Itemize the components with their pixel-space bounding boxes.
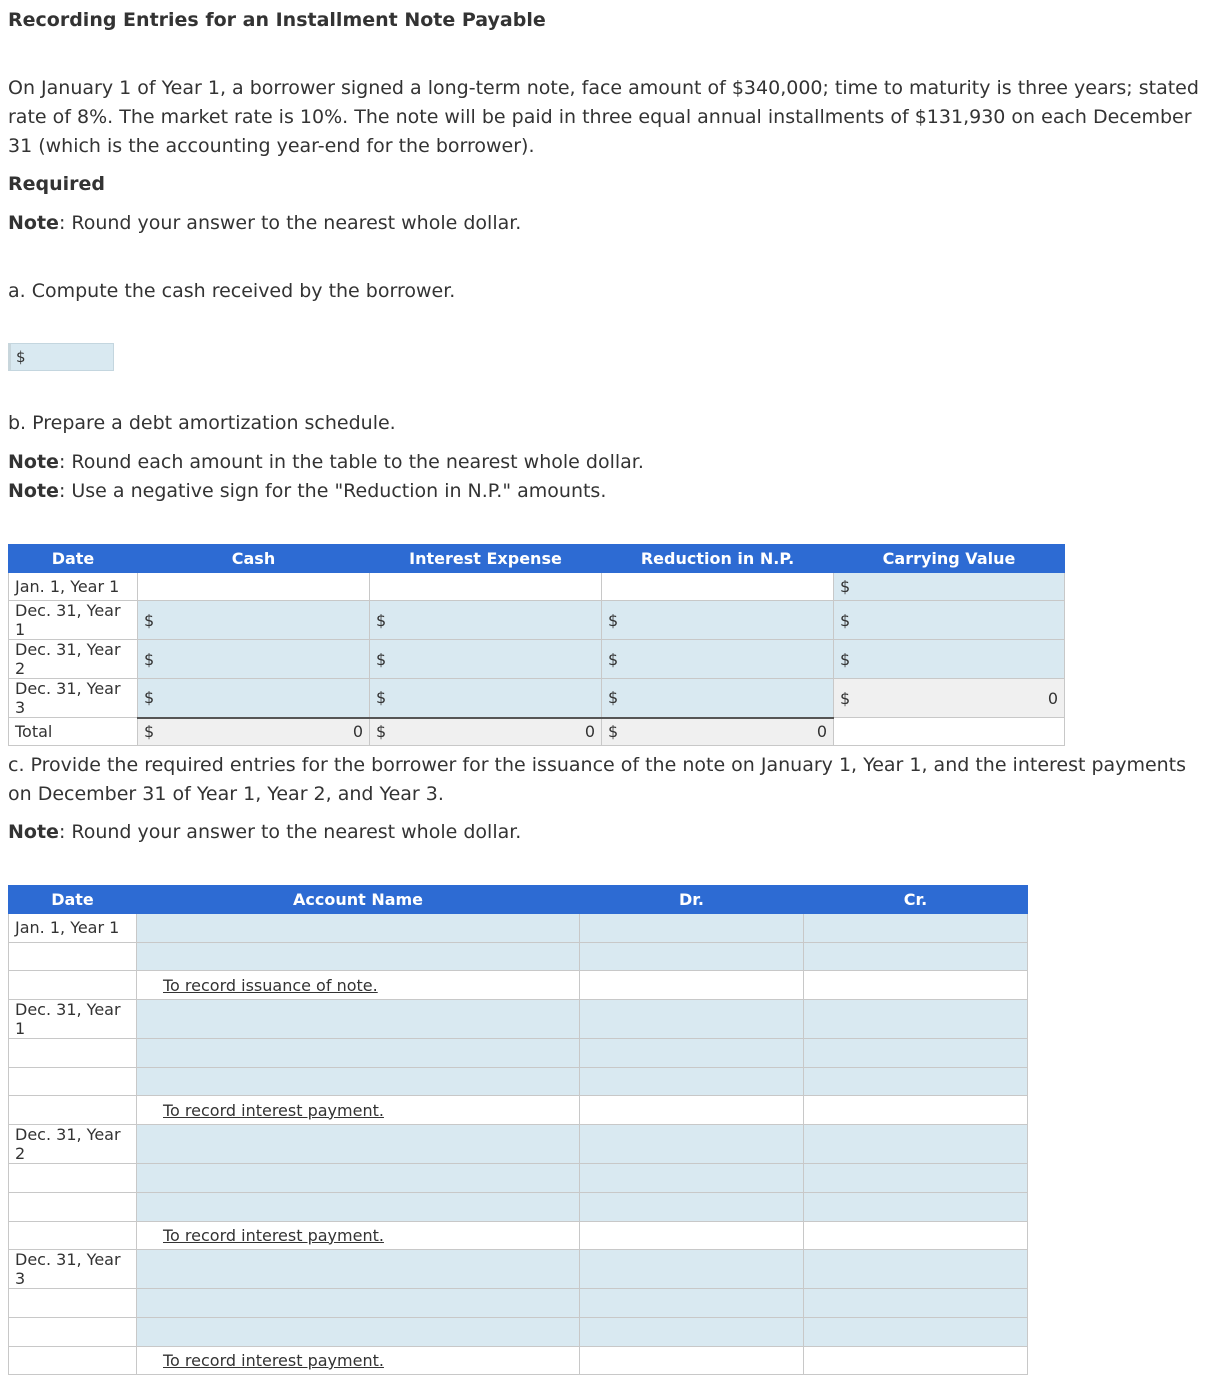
credit-input[interactable] (804, 942, 1028, 971)
debit-input[interactable] (580, 942, 804, 971)
interest-input[interactable]: $ (370, 640, 602, 679)
credit-input[interactable] (804, 1039, 1028, 1068)
col-date: Date (9, 886, 137, 914)
entry-date-empty (9, 971, 137, 1000)
table-row (9, 1346, 1028, 1375)
reduction-input[interactable]: $ (602, 679, 834, 718)
table-row (9, 573, 1065, 601)
entry-memo: To record interest payment. (137, 1221, 580, 1250)
account-input[interactable] (137, 1250, 580, 1289)
col-carrying: Carrying Value (834, 545, 1065, 573)
credit-input[interactable] (804, 1164, 1028, 1193)
col-date: Date (9, 545, 138, 573)
entry-date-empty (9, 1096, 137, 1125)
debit-input[interactable] (580, 914, 804, 943)
carrying-input[interactable]: $ (834, 640, 1065, 679)
part-c-question: c. Provide the required entries for the borrower for the issuance of the note on January 1, Year 1, and the interest payments on December 31 of Year 1, Year 2, and Year 3. (8, 754, 1187, 805)
entry-memo: To record interest payment. (137, 1096, 580, 1125)
total-cash: $ 0 (138, 718, 370, 746)
credit-input[interactable] (804, 1125, 1028, 1164)
required-heading: Required (8, 173, 106, 195)
entry-date-empty (9, 1346, 137, 1375)
entry-date: Dec. 31, Year 2 (9, 1125, 137, 1164)
entry-date: Dec. 31, Year 3 (9, 1250, 137, 1289)
row-date: Dec. 31, Year 3 (9, 679, 138, 718)
interest-input[interactable]: $ (370, 679, 602, 718)
credit-input[interactable] (804, 914, 1028, 943)
entry-date: Dec. 31, Year 1 (9, 1000, 137, 1039)
entry-date-empty (9, 942, 137, 971)
cell-empty (580, 971, 804, 1000)
debit-input[interactable] (580, 1125, 804, 1164)
table-row (9, 601, 1065, 640)
note-b1: Note: Round each amount in the table to the nearest whole dollar. (8, 451, 644, 473)
col-interest: Interest Expense (370, 545, 602, 573)
amortization-table (8, 544, 1065, 746)
debit-input[interactable] (580, 1164, 804, 1193)
table-row (9, 1164, 1028, 1193)
account-input[interactable] (137, 1289, 580, 1318)
table-row (9, 1067, 1028, 1096)
table-row (9, 1289, 1028, 1318)
problem-intro: On January 1 of Year 1, a borrower signed a long-term note, face amount of $340,000; time to maturity is three years; stated rate of 8%. The market rate is 10%. The note will be paid in three equal annual installments of $131,930 on each December 31 (which is the accounting year-end for the borrower). (8, 77, 1199, 157)
entry-memo: To record issuance of note. (137, 971, 580, 1000)
part-b-question: b. Prepare a debt amortization schedule. (8, 412, 396, 434)
debit-input[interactable] (580, 1067, 804, 1096)
entry-date-empty (9, 1192, 137, 1221)
table-row (9, 914, 1028, 943)
credit-input[interactable] (804, 1000, 1028, 1039)
table-row (9, 942, 1028, 971)
col-reduction: Reduction in N.P. (602, 545, 834, 573)
table-row (9, 1250, 1028, 1289)
cell-empty (580, 1221, 804, 1250)
account-input[interactable] (137, 1317, 580, 1346)
cash-input[interactable]: $ (138, 679, 370, 718)
note-c: Note: Round your answer to the nearest whole dollar. (8, 821, 522, 843)
debit-input[interactable] (580, 1289, 804, 1318)
cell-empty (804, 971, 1028, 1000)
cash-input[interactable]: $ (138, 640, 370, 679)
interest-input[interactable]: $ (370, 601, 602, 640)
col-debit: Dr. (580, 886, 804, 914)
table-row (9, 1221, 1028, 1250)
page-title: Recording Entries for an Installment Note Payable (8, 9, 546, 31)
note-b2: Note: Use a negative sign for the "Reduction in N.P." amounts. (8, 480, 607, 502)
cell-empty (804, 1096, 1028, 1125)
cell-empty (138, 573, 370, 601)
col-cash: Cash (138, 545, 370, 573)
table-row (9, 640, 1065, 679)
account-input[interactable] (137, 1039, 580, 1068)
entry-date-empty (9, 1067, 137, 1096)
table-row (9, 1096, 1028, 1125)
total-interest: $ 0 (370, 718, 602, 746)
debit-input[interactable] (580, 1000, 804, 1039)
row-date: Dec. 31, Year 2 (9, 640, 138, 679)
col-credit: Cr. (804, 886, 1028, 914)
account-input[interactable] (137, 1192, 580, 1221)
debit-input[interactable] (580, 1192, 804, 1221)
credit-input[interactable] (804, 1317, 1028, 1346)
entry-date-empty (9, 1039, 137, 1068)
journal-table (8, 885, 1028, 1375)
entry-date-empty (9, 1164, 137, 1193)
cell-empty (370, 573, 602, 601)
table-row (9, 1125, 1028, 1164)
total-reduction: $ 0 (602, 718, 834, 746)
col-account: Account Name (137, 886, 580, 914)
cash-received-input[interactable]: $ (8, 343, 114, 371)
cash-input[interactable]: $ (138, 601, 370, 640)
account-input[interactable] (137, 1067, 580, 1096)
reduction-input[interactable]: $ (602, 601, 834, 640)
final-carrying-value: $ 0 (834, 679, 1065, 718)
carrying-input[interactable]: $ (834, 573, 1065, 601)
table-row (9, 1192, 1028, 1221)
table-row (9, 1317, 1028, 1346)
entry-memo: To record interest payment. (137, 1346, 580, 1375)
credit-input[interactable] (804, 1289, 1028, 1318)
debit-input[interactable] (580, 1317, 804, 1346)
cell-empty (834, 718, 1065, 746)
account-input[interactable] (137, 1000, 580, 1039)
entry-date-empty (9, 1289, 137, 1318)
table-row (9, 679, 1065, 718)
credit-input[interactable] (804, 1067, 1028, 1096)
entry-date-empty (9, 1221, 137, 1250)
account-input[interactable] (137, 942, 580, 971)
cell-empty (580, 1346, 804, 1375)
table-row (9, 971, 1028, 1000)
note-a: Note: Round your answer to the nearest whole dollar. (8, 212, 522, 234)
row-date: Dec. 31, Year 1 (9, 601, 138, 640)
part-a-question: a. Compute the cash received by the borrower. (8, 280, 456, 302)
credit-input[interactable] (804, 1250, 1028, 1289)
entry-date: Jan. 1, Year 1 (9, 914, 137, 943)
account-input[interactable] (137, 1125, 580, 1164)
debit-input[interactable] (580, 1039, 804, 1068)
cell-empty (580, 1096, 804, 1125)
cell-empty (804, 1221, 1028, 1250)
table-row (9, 718, 1065, 746)
account-input[interactable] (137, 1164, 580, 1193)
carrying-input[interactable]: $ (834, 601, 1065, 640)
account-input[interactable] (137, 914, 580, 943)
table-row (9, 1039, 1028, 1068)
cell-empty (804, 1346, 1028, 1375)
row-date: Total (9, 718, 138, 746)
reduction-input[interactable]: $ (602, 640, 834, 679)
entry-date-empty (9, 1317, 137, 1346)
debit-input[interactable] (580, 1250, 804, 1289)
cell-empty (602, 573, 834, 601)
table-row (9, 1000, 1028, 1039)
credit-input[interactable] (804, 1192, 1028, 1221)
row-date: Jan. 1, Year 1 (9, 573, 138, 601)
